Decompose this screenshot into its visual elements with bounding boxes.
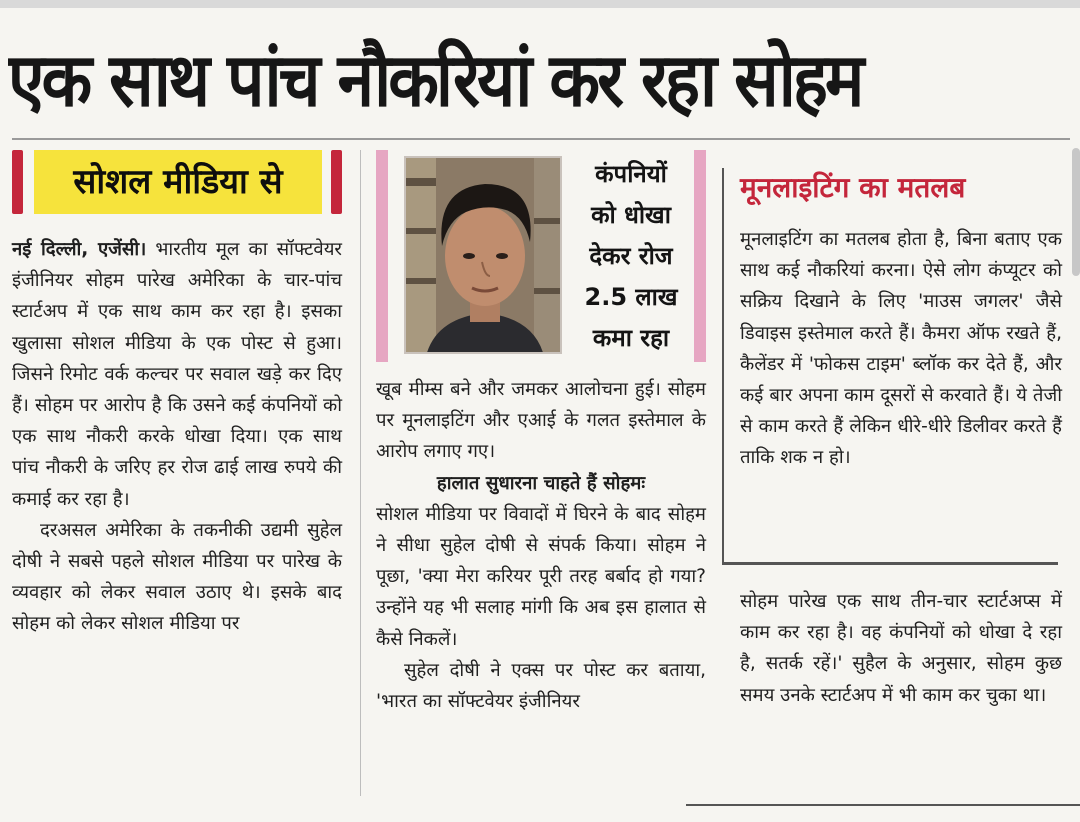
col2-para1: खूब मीम्स बने और जमकर आलोचना हुई। सोहम पर मूनलाइटिंग और एआई के गलत इस्तेमाल के आरोप लगाए गए। (376, 379, 706, 463)
column-2 (376, 374, 706, 717)
portrait-photo (404, 156, 562, 354)
kicker-label: सोशल मीडिया से (34, 150, 322, 214)
top-strip (0, 0, 1080, 8)
dateline: नई दिल्ली, एजेंसी। (12, 239, 147, 260)
kicker-left-bar (12, 150, 23, 214)
headline-rule (12, 138, 1070, 140)
photo-panel (376, 150, 706, 362)
scrollbar-thumb[interactable] (1072, 148, 1080, 276)
caption-line: देकर रोज (589, 242, 673, 270)
caption-line: कमा रहा (592, 324, 670, 352)
col2-subhead: हालात सुधारना चाहते हैं सोहमः (436, 472, 646, 494)
box-title: मूनलाइटिंग का मतलब (740, 171, 966, 204)
col1-para1 (12, 234, 342, 515)
box-left-border (722, 168, 724, 562)
column-divider-1 (360, 150, 361, 796)
portrait-illustration (406, 158, 562, 354)
photo-panel-left-bar (376, 150, 388, 362)
col1-para1-text: भारतीय मूल का सॉफ्टवेयर इंजीनियर सोहम पारेख अमेरिका के चार-पांच स्टार्टअप में एक साथ काम कर रहा है। इसका खुलासा सोशल मीडिया के एक पोस्ट से हुआ। जिसने रिमोट वर्क कल्चर पर सवाल खड़े कर दिए हैं। सोहम पर आरोप है कि उसने कई कंपनियों को एक साथ नौकरी करके धोखा दिया। एक साथ पांच नौकरी के जरिए हर रोज ढाई लाख रुपये की कमाई कर रहा है। (12, 239, 342, 510)
col3-para: सोहम पारेख एक साथ तीन-चार स्टार्टअप्स में काम कर रहा है। वह कंपनियों को धोखा दे रहा है, सतर्क रहें।' सुहैल के अनुसार, सोहम कुछ समय उनके स्टार्टअप में भी काम कर चुका था। (740, 591, 1062, 706)
box-body-text: मूनलाइटिंग का मतलब होता है, बिना बताए एक साथ कई नौकरियां करना। ऐसे लोग कंप्यूटर को सक्रिय दिखाने के लिए 'माउस जगलर' जैसे डिवाइस इस्तेमाल करते हैं। कैमरा ऑफ रखते हैं, कैलेंडर में 'फोकस टाइम' ब्लॉक कर देते हैं, और कई बार अपना काम दूसरों से करवाते हैं। ये तेजी से काम करते हैं लेकिन धीरे-धीरे डिलीवर करते हैं ताकि शक न हो। (740, 229, 1062, 469)
col2-para3: सुहेल दोषी ने एक्स पर पोस्ट कर बताया, 'भारत का सॉफ्टवेयर इंजीनियर (376, 659, 706, 713)
photo-panel-right-bar (694, 150, 706, 362)
kicker-right-bar (331, 150, 342, 214)
moonlighting-box-body (740, 224, 1062, 474)
kicker-banner (12, 146, 342, 216)
column-1 (12, 234, 342, 640)
box-bottom-border (722, 562, 1058, 565)
photo-caption (572, 154, 690, 359)
caption-line: कंपनियों (595, 160, 667, 188)
column-3-continued (740, 586, 1062, 711)
bottom-rule (686, 804, 1080, 806)
col1-para2: दरअसल अमेरिका के तकनीकी उद्यमी सुहेल दोषी ने सबसे पहले सोशल मीडिया पर पारेख के व्यवहार को लेकर सवाल उठाए थे। इसके बाद सोहम को लेकर सोशल मीडिया पर (12, 519, 342, 635)
col2-para2: सोशल मीडिया पर विवादों में घिरने के बाद सोहम ने सीधा सुहेल दोषी से संपर्क किया। सोहम ने पूछा, 'क्या मेरा करियर पूरी तरह बर्बाद हो गया? उन्होंने यह भी सलाह मांगी कि अब इस हालात से कैसे निकलें। (376, 503, 706, 650)
headline: एक साथ पांच नौकरियां कर रहा सोहम (8, 37, 862, 124)
caption-line: 2.5 लाख (584, 283, 678, 311)
caption-line: को धोखा (591, 201, 671, 229)
